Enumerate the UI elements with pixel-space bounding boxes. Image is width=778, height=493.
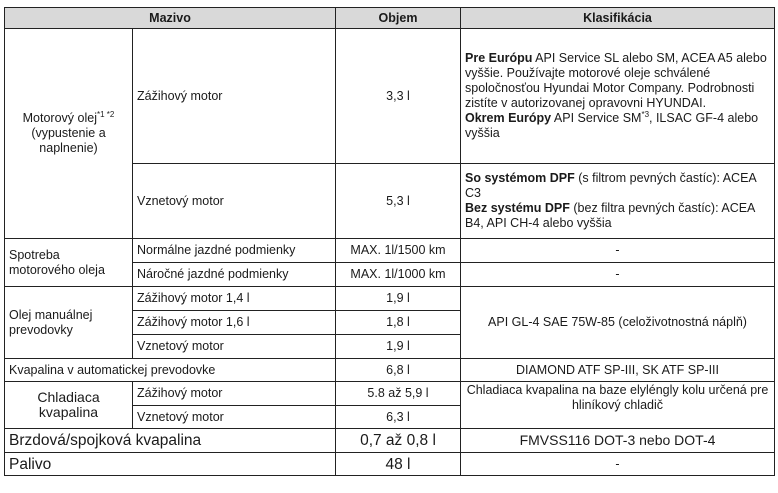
consumption-volume: MAX. 1l/1000 km: [336, 263, 461, 287]
manual-trans-engine: Zážihový motor 1,4 l: [133, 287, 336, 311]
coolant-row: [5, 382, 775, 406]
automatic-volume: 6,8 l: [336, 359, 461, 382]
manual-trans-volume: 1,9 l: [336, 287, 461, 311]
consumption-condition: Náročné jazdné podmienky: [133, 263, 336, 287]
manual-trans-row: [5, 287, 775, 311]
automatic-class: DIAMOND ATF SP-III, SK ATF SP-III: [461, 359, 775, 382]
motor-oil-petrol-row: [5, 29, 775, 164]
coolant-label: Chladiaca kvapalina: [5, 382, 133, 429]
manual-trans-engine: Vznetový motor: [133, 335, 336, 359]
motor-oil-petrol-class: Pre Európu API Service SL alebo SM, ACEA A5 alebo vyššie. Používajte motorové oleje schválené spoločnosťou Hyundai Motor Company. Podrobnosti zistíte v autorizovanej opravovni HYUNDAI. Okrem Európy API Service SM$^{*3}$, ILSAC GF-4 alebo vyššia: [461, 29, 775, 164]
coolant-engine: Zážihový motor: [133, 382, 336, 406]
header-mazivo: Mazivo: [5, 8, 336, 29]
consumption-class: -: [461, 239, 775, 263]
manual-trans-label: Olej manuálnej prevodovky: [5, 287, 133, 359]
manual-trans-volume: 1,9 l: [336, 335, 461, 359]
automatic-row: [5, 359, 775, 382]
coolant-engine: Vznetový motor: [133, 406, 336, 429]
coolant-class: Chladiaca kvapalina na baze elyléngly kolu určená pre hliníkový chladič: [461, 382, 775, 429]
brake-label: Brzdová/spojková kvapalina: [5, 429, 336, 453]
brake-class: FMVSS116 DOT-3 nebo DOT-4: [461, 429, 775, 453]
coolant-volume: 5.8 až 5,9 l: [336, 382, 461, 406]
consumption-condition: Normálne jazdné podmienky: [133, 239, 336, 263]
header-row: [5, 8, 775, 29]
manual-trans-volume: 1,8 l: [336, 311, 461, 335]
manual-trans-engine: Zážihový motor 1,6 l: [133, 311, 336, 335]
brake-row: [5, 429, 775, 453]
motor-oil-label: Motorový olej$^{*1 *2}$ (vypustenie a naplnenie): [5, 29, 133, 239]
consumption-row: [5, 239, 775, 263]
lubricant-spec-table: [4, 7, 775, 476]
consumption-volume: MAX. 1l/1500 km: [336, 239, 461, 263]
coolant-volume: 6,3 l: [336, 406, 461, 429]
motor-oil-diesel-engine: Vznetový motor: [133, 164, 336, 239]
consumption-class: -: [461, 263, 775, 287]
consumption-label: Spotreba motorového oleja: [5, 239, 133, 287]
automatic-label: Kvapalina v automatickej prevodovke: [5, 359, 336, 382]
manual-trans-class: API GL-4 SAE 75W-85 (celoživotnostná náplň): [461, 287, 775, 359]
motor-oil-petrol-engine: Zážihový motor: [133, 29, 336, 164]
fuel-row: [5, 453, 775, 476]
motor-oil-petrol-volume: 3,3 l: [336, 29, 461, 164]
motor-oil-diesel-class: So systémom DPF (s filtrom pevných častíc): ACEA C3 Bez systému DPF (bez filtra pevných častíc): ACEA B4, API CH-4 alebo vyššia: [461, 164, 775, 239]
header-objem: Objem: [336, 8, 461, 29]
brake-volume: 0,7 až 0,8 l: [336, 429, 461, 453]
motor-oil-diesel-volume: 5,3 l: [336, 164, 461, 239]
fuel-class: -: [461, 453, 775, 476]
fuel-label: Palivo: [5, 453, 336, 476]
fuel-volume: 48 l: [336, 453, 461, 476]
header-klasifikacia: Klasifikácia: [461, 8, 775, 29]
